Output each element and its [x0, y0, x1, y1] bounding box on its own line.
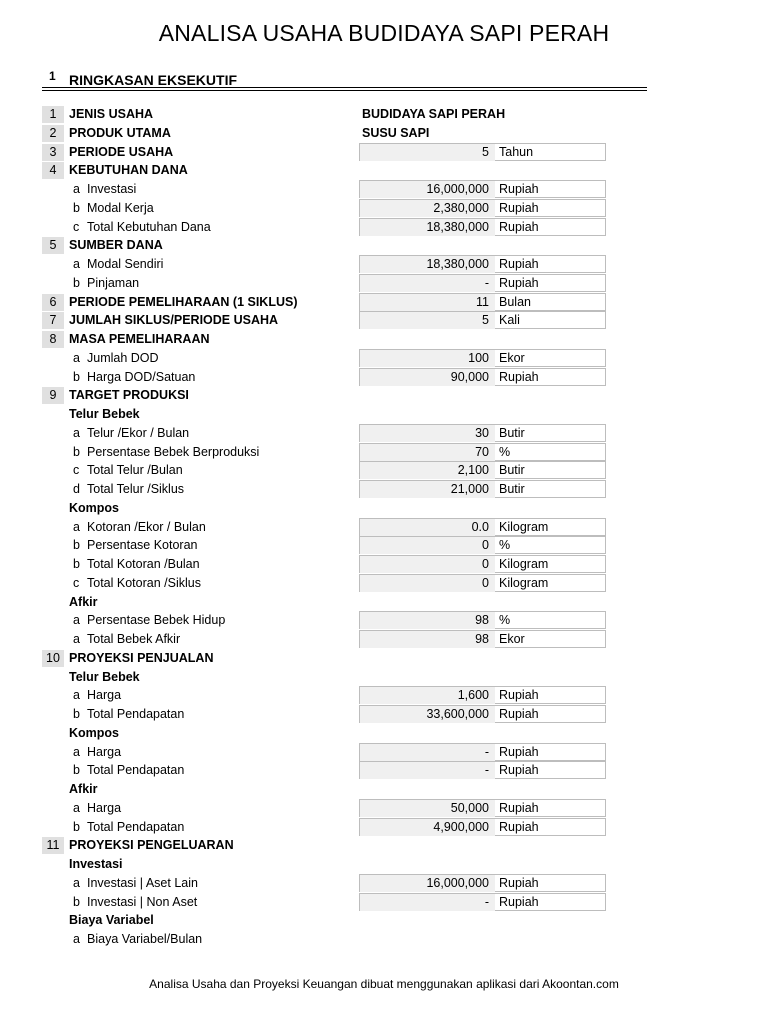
row-number: 10	[42, 650, 64, 667]
table-row-subheading	[0, 780, 768, 799]
value-cell: -	[360, 275, 495, 292]
table-row-heading	[0, 161, 768, 180]
row-letter: a	[73, 613, 80, 628]
value-cell: 16,000,000	[360, 875, 495, 892]
unit-cell: Rupiah	[499, 875, 539, 890]
row-letter: b	[73, 707, 80, 721]
row-label: TARGET PRODUKSI	[69, 388, 189, 403]
row-subheading: Investasi	[69, 857, 123, 871]
row-letter: a	[73, 182, 80, 196]
row-letter: b	[73, 894, 80, 909]
table-row-item	[0, 218, 768, 237]
table-row-item	[0, 630, 768, 649]
table-row-item	[0, 799, 768, 818]
table-row-heading	[0, 124, 768, 143]
table-row-heading	[0, 293, 768, 312]
row-number: 3	[42, 144, 64, 161]
row-label: Persentase Bebek Hidup	[87, 613, 226, 628]
value-cell: 11	[360, 294, 495, 311]
row-label: Total Pendapatan	[87, 763, 185, 778]
row-text-value: SUSU SAPI	[362, 125, 430, 140]
table-row-item	[0, 930, 768, 949]
row-number: 2	[42, 125, 64, 142]
table-row-item	[0, 180, 768, 199]
unit-cell: Rupiah	[499, 707, 539, 721]
table-row-heading	[0, 649, 768, 668]
unit-cell: Rupiah	[499, 275, 539, 290]
table-row-item	[0, 686, 768, 705]
unit-cell: Rupiah	[499, 688, 539, 703]
value-cell: -	[360, 894, 495, 911]
unit-cell: Rupiah	[499, 763, 539, 778]
table-row-item	[0, 518, 768, 537]
row-letter: b	[73, 557, 80, 571]
row-letter: b	[73, 444, 80, 459]
row-label: Harga	[87, 744, 122, 759]
unit-cell: Tahun	[499, 144, 534, 159]
row-letter: c	[73, 219, 80, 234]
row-subheading: Kompos	[69, 725, 119, 740]
value-cell: 18,380,000	[360, 256, 495, 273]
row-label: Telur /Ekor / Bulan	[87, 425, 190, 440]
value-cell: 98	[360, 612, 495, 629]
unit-cell: Rupiah	[499, 182, 539, 196]
row-label: Harga DOD/Satuan	[87, 369, 196, 384]
table-row-heading	[0, 311, 768, 330]
row-label: Investasi | Aset Lain	[87, 875, 198, 890]
row-number: 1	[42, 106, 64, 123]
table-row-item	[0, 555, 768, 574]
table-row-item	[0, 761, 768, 780]
row-label: Investasi | Non Aset	[87, 894, 198, 909]
unit-cell: %	[499, 613, 511, 628]
row-label: PRODUK UTAMA	[69, 125, 171, 140]
row-label: PROYEKSI PENGELUARAN	[69, 838, 234, 853]
row-label: Total Telur /Siklus	[87, 482, 185, 496]
table-row-subheading	[0, 668, 768, 687]
row-letter: b	[73, 369, 80, 384]
row-subheading: Kompos	[69, 500, 119, 515]
value-cell: 21,000	[360, 481, 495, 498]
row-label: Total Kebutuhan Dana	[87, 219, 211, 234]
unit-cell: Bulan	[499, 294, 531, 309]
value-cell: 5	[360, 144, 495, 161]
row-label: Biaya Variabel/Bulan	[87, 932, 203, 946]
unit-cell: Ekor	[499, 632, 525, 646]
value-cell: 98	[360, 631, 495, 648]
row-label: JUMLAH SIKLUS/PERIODE USAHA	[69, 313, 279, 328]
table-row-item	[0, 705, 768, 724]
unit-cell: Rupiah	[499, 800, 539, 815]
row-label: Modal Sendiri	[87, 257, 164, 271]
table-row-heading	[0, 105, 768, 124]
row-letter: b	[73, 538, 80, 553]
row-letter: a	[73, 257, 80, 271]
value-cell: 30	[360, 425, 495, 442]
row-letter: a	[73, 932, 80, 946]
unit-cell: Rupiah	[499, 369, 539, 384]
section-title: RINGKASAN EKSEKUTIF	[69, 72, 238, 88]
row-letter: a	[73, 350, 80, 365]
row-label: Total Kotoran /Bulan	[87, 557, 200, 571]
row-label: Total Kotoran /Siklus	[87, 575, 201, 590]
row-subheading: Telur Bebek	[69, 669, 140, 684]
row-text-value: BUDIDAYA SAPI PERAH	[362, 107, 506, 121]
value-cell: 0.0	[360, 519, 495, 536]
row-label: PERIODE USAHA	[69, 144, 174, 159]
section-number: 1	[49, 69, 56, 83]
table-row-subheading	[0, 593, 768, 612]
row-label: Kotoran /Ekor / Bulan	[87, 519, 206, 534]
row-letter: a	[73, 519, 80, 534]
row-letter: b	[73, 819, 80, 834]
table-row-subheading	[0, 405, 768, 424]
row-label: SUMBER DANA	[69, 238, 163, 253]
value-cell: 1,600	[360, 687, 495, 704]
table-row-item	[0, 818, 768, 837]
row-letter: a	[73, 688, 80, 703]
unit-cell: Rupiah	[499, 219, 539, 234]
row-number: 9	[42, 387, 64, 404]
row-number: 5	[42, 237, 64, 254]
table-row-item	[0, 480, 768, 499]
row-label: Persentase Bebek Berproduksi	[87, 444, 260, 459]
unit-cell: Rupiah	[499, 744, 539, 759]
table-row-subheading	[0, 911, 768, 930]
row-number: 4	[42, 162, 64, 179]
row-label: KEBUTUHAN DANA	[69, 163, 188, 178]
value-cell: 2,380,000	[360, 200, 495, 217]
row-label: Total Pendapatan	[87, 707, 185, 721]
table-row-heading	[0, 836, 768, 855]
unit-cell: Butir	[499, 482, 525, 496]
row-label: Total Bebek Afkir	[87, 632, 181, 646]
table-row-item	[0, 424, 768, 443]
unit-cell: Rupiah	[499, 257, 539, 271]
table-row-item	[0, 349, 768, 368]
row-letter: a	[73, 632, 80, 646]
row-label: JENIS USAHA	[69, 107, 154, 121]
unit-cell: Rupiah	[499, 819, 539, 834]
row-label: Total Pendapatan	[87, 819, 185, 834]
row-label: Investasi	[87, 182, 137, 196]
row-number: 7	[42, 312, 64, 329]
value-cell: -	[360, 744, 495, 761]
row-label: PERIODE PEMELIHARAAN (1 SIKLUS)	[69, 294, 298, 309]
row-letter: b	[73, 275, 80, 290]
value-cell: 50,000	[360, 800, 495, 817]
table-row-item	[0, 611, 768, 630]
row-letter: d	[73, 482, 80, 496]
row-letter: a	[73, 425, 80, 440]
row-letter: a	[73, 800, 80, 815]
unit-cell: Rupiah	[499, 200, 539, 215]
table-row-subheading	[0, 499, 768, 518]
value-cell: 4,900,000	[360, 819, 495, 836]
row-number: 6	[42, 294, 64, 311]
row-label: MASA PEMELIHARAAN	[69, 332, 210, 346]
table-row-item	[0, 574, 768, 593]
row-letter: a	[73, 744, 80, 759]
table-row-item	[0, 255, 768, 274]
unit-cell: Kilogram	[499, 557, 549, 571]
table-row-item	[0, 274, 768, 293]
value-cell: 33,600,000	[360, 706, 495, 723]
row-label: Harga	[87, 800, 122, 815]
unit-cell: %	[499, 538, 511, 553]
table-row-item	[0, 199, 768, 218]
table-row-heading	[0, 330, 768, 349]
table-row-item	[0, 443, 768, 462]
value-cell: 5	[360, 312, 495, 329]
row-letter: b	[73, 200, 80, 215]
value-cell: 0	[360, 556, 495, 573]
value-cell: -	[360, 762, 495, 779]
unit-cell: %	[499, 444, 511, 459]
row-subheading: Afkir	[69, 782, 98, 796]
unit-cell: Kilogram	[499, 575, 549, 590]
row-letter: c	[73, 463, 80, 478]
unit-cell: Kilogram	[499, 519, 549, 534]
unit-cell: Ekor	[499, 350, 525, 365]
row-label: Jumlah DOD	[87, 350, 159, 365]
table-row-heading	[0, 143, 768, 162]
value-cell: 100	[360, 350, 495, 367]
value-cell: 70	[360, 444, 495, 461]
table-row-item	[0, 743, 768, 762]
unit-cell: Butir	[499, 463, 525, 478]
value-cell: 16,000,000	[360, 181, 495, 198]
row-subheading: Biaya Variabel	[69, 913, 154, 928]
value-cell: 18,380,000	[360, 219, 495, 236]
row-label: Pinjaman	[87, 275, 140, 290]
table-row-item	[0, 874, 768, 893]
footer-note: Analisa Usaha dan Proyeksi Keuangan dibuat menggunakan aplikasi dari Akoontan.com	[149, 977, 619, 991]
table-row-item	[0, 893, 768, 912]
row-label: Harga	[87, 688, 122, 703]
row-number: 8	[42, 331, 64, 348]
unit-cell: Rupiah	[499, 894, 539, 909]
unit-cell: Butir	[499, 425, 525, 440]
value-cell: 0	[360, 537, 495, 554]
value-cell: 0	[360, 575, 495, 592]
unit-cell: Kali	[499, 313, 520, 328]
row-letter: b	[73, 763, 80, 778]
row-label: Total Telur /Bulan	[87, 463, 183, 478]
table-row-heading	[0, 236, 768, 255]
row-letter: a	[73, 875, 80, 890]
row-subheading: Telur Bebek	[69, 407, 140, 421]
row-number: 11	[42, 837, 64, 854]
table-row-item	[0, 536, 768, 555]
row-label: PROYEKSI PENJUALAN	[69, 650, 214, 665]
table-row-subheading	[0, 855, 768, 874]
row-subheading: Afkir	[69, 594, 98, 609]
document-title: ANALISA USAHA BUDIDAYA SAPI PERAH	[158, 20, 610, 46]
table-row-item	[0, 368, 768, 387]
table-row-subheading	[0, 724, 768, 743]
row-label: Persentase Kotoran	[87, 538, 198, 553]
table-row-item	[0, 461, 768, 480]
row-label: Modal Kerja	[87, 200, 154, 215]
value-cell: 90,000	[360, 369, 495, 386]
table-row-heading	[0, 386, 768, 405]
value-cell: 2,100	[360, 462, 495, 479]
row-letter: c	[73, 575, 80, 590]
